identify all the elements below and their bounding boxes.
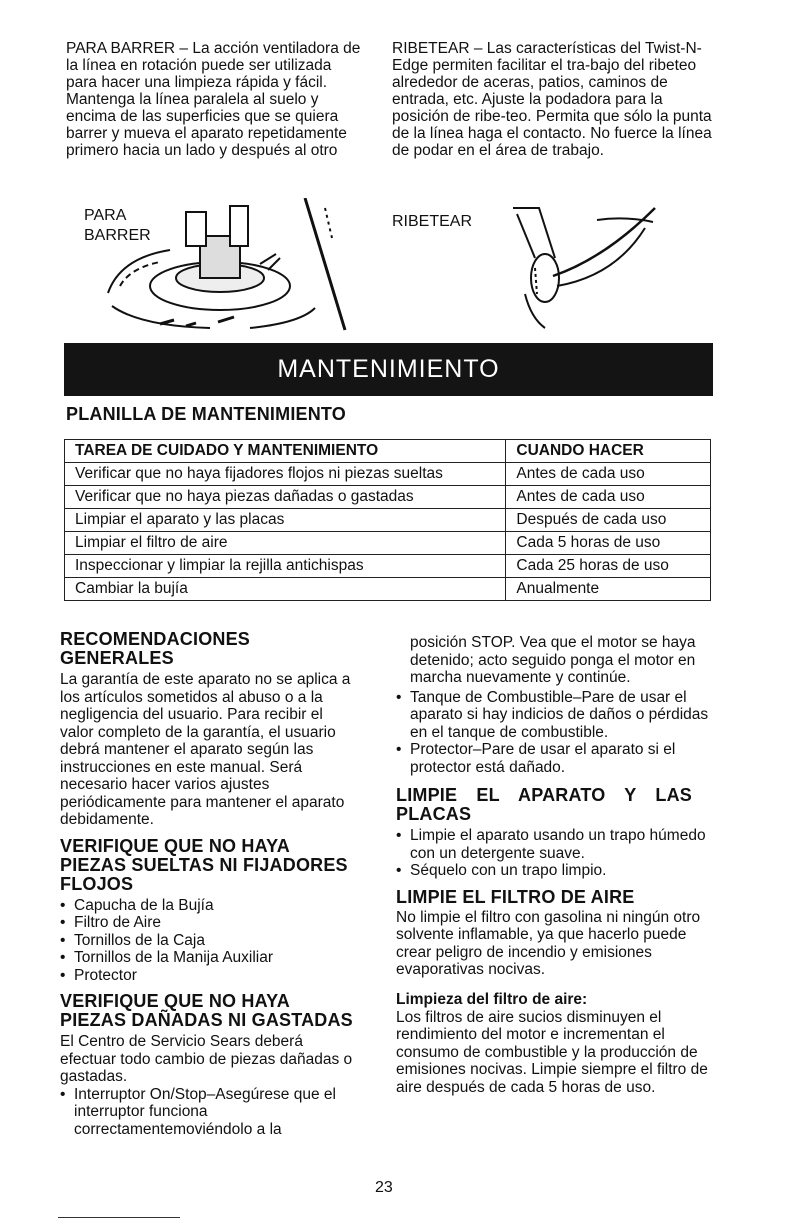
- when-cell: Anualmente: [506, 578, 711, 601]
- when-cell: Antes de cada uso: [506, 486, 711, 509]
- schedule-title: PLANILLA DE MANTENIMIENTO: [66, 404, 346, 424]
- maintenance-table: [64, 439, 711, 601]
- list-item: • Protector–Pare de usar el aparato si el protector está dañado.: [396, 741, 718, 776]
- maintenance-banner: MANTENIMIENTO: [64, 343, 713, 396]
- air-filter-subtext: Los filtros de aire sucios disminuyen el rendimiento del motor e incrementan el consumo de combustible y la producción de emisiones nocivas. Limpie siempre el filtro de aire después de cada 5 horas de uso.: [396, 1008, 708, 1096]
- air-filter-subtitle: Limpieza del filtro de aire:: [396, 990, 588, 1008]
- damaged-parts-title: VERIFIQUE QUE NO HAYA PIEZAS DAÑADAS NI GASTADAS: [60, 991, 353, 1030]
- table-row: [65, 532, 711, 555]
- edge-section: [392, 40, 718, 159]
- loose-parts-title: VERIFIQUE QUE NO HAYA PIEZAS SUELTAS NI FIJADORES FLOJOS: [60, 835, 348, 894]
- when-cell: Cada 5 horas de uso: [506, 532, 711, 555]
- sweep-illustration: [100, 198, 360, 338]
- sweep-paragraph: PARA BARRER – La acción ventiladora de la línea en rotación puede ser utilizada para hacer una limpieza rápida y fácil. Mantenga la línea paralela al suelo y encima de las superficies que se quiera barrer y mueva el aparato repetidamente primero hacia un lado y después al otro: [66, 40, 361, 159]
- edge-figure-label: RIBETEAR: [392, 213, 473, 230]
- list-item: • Capucha de la Bujía: [60, 897, 360, 915]
- list-item: • Filtro de Aire: [60, 914, 360, 932]
- clean-unit-title: LIMPIE EL APARATO Y LAS PLACAS: [396, 785, 692, 824]
- table-row: [65, 555, 711, 578]
- right-column: [396, 634, 718, 1096]
- task-cell: Verificar que no haya fijadores flojos ni piezas sueltas: [65, 463, 506, 486]
- task-cell: Limpiar el filtro de aire: [65, 532, 506, 555]
- damaged-parts-list: [60, 1086, 360, 1139]
- damaged-parts-list-cont: [396, 689, 718, 777]
- loose-parts-list: [60, 897, 360, 985]
- table-header-when: CUANDO HACER: [506, 440, 711, 463]
- edge-illustration: [505, 198, 665, 334]
- list-item: • Tornillos de la Manija Auxiliar: [60, 949, 360, 967]
- list-item: • Interruptor On/Stop–Asegúrese que el interruptor funciona correctamentemoviéndolo a la: [60, 1086, 360, 1139]
- when-cell: Después de cada uso: [506, 509, 711, 532]
- list-item: • Tornillos de la Caja: [60, 932, 360, 950]
- table-row: [65, 509, 711, 532]
- air-filter-text: No limpie el filtro con gasolina ni ningún otro solvente inflamable, ya que hacerlo puede crear peligro de incendio y emisiones evaporativas nocivas.: [396, 908, 701, 978]
- general-recommendations-text: La garantía de este aparato no se aplica a los artículos sometidos al abuso o a la negligencia del usuario. Para recibir el valor completo de la garantía, el usuario debrá mantener el aparato según las instrucciones en este manual. Será necesario hacer varios ajustes periódicamente para mantener el aparato debidamente.: [60, 671, 351, 828]
- task-cell: Limpiar el aparato y las placas: [65, 509, 506, 532]
- table-row: [65, 463, 711, 486]
- clean-unit-list: [396, 827, 718, 880]
- edge-paragraph: RIBETEAR – Las características del Twist-N-Edge permiten facilitar el tra-bajo del ribeteo alrededor de aceras, patios, caminos de entrada, etc. Ajuste la podadora para la posición de ribe-teo. Permita que sólo la punta de la línea haga el contacto. No fuerce la línea de podar en el área de trabajo.: [392, 40, 712, 159]
- sweep-figure-label: PARA BARRER: [84, 207, 151, 244]
- damaged-parts-text: El Centro de Servicio Sears deberá efectuar todo cambio de piezas dañadas o gastadas.: [60, 1033, 353, 1085]
- when-cell: Cada 25 horas de uso: [506, 555, 711, 578]
- table-row: [65, 486, 711, 509]
- page-number: 23: [375, 1179, 393, 1196]
- sweep-section: [66, 40, 362, 159]
- list-item: • Séquelo con un trapo limpio.: [396, 862, 718, 880]
- list-item: • Tanque de Combustible–Pare de usar el aparato si hay indicios de daños o pérdidas en el tanque de combustible.: [396, 689, 718, 742]
- table-header-task: TAREA DE CUIDADO Y MANTENIMIENTO: [65, 440, 506, 463]
- general-recommendations-title: RECOMENDACIONES GENERALES: [60, 629, 251, 668]
- footer-rule: [58, 1217, 180, 1218]
- when-cell: Antes de cada uso: [506, 463, 711, 486]
- switch-continuation: posición STOP. Vea que el motor se haya detenido; acto seguido ponga el motor en marcha nuevamente y continúe.: [410, 634, 696, 686]
- list-item: • Protector: [60, 967, 360, 985]
- task-cell: Cambiar la bujía: [65, 578, 506, 601]
- task-cell: Verificar que no haya piezas dañadas o gastadas: [65, 486, 506, 509]
- table-row: [65, 578, 711, 601]
- table-header-row: [65, 440, 711, 463]
- air-filter-title: LIMPIE EL FILTRO DE AIRE: [396, 886, 635, 907]
- list-item: • Limpie el aparato usando un trapo húmedo con un detergente suave.: [396, 827, 718, 862]
- task-cell: Inspeccionar y limpiar la rejilla antichispas: [65, 555, 506, 578]
- left-column: [60, 630, 360, 1138]
